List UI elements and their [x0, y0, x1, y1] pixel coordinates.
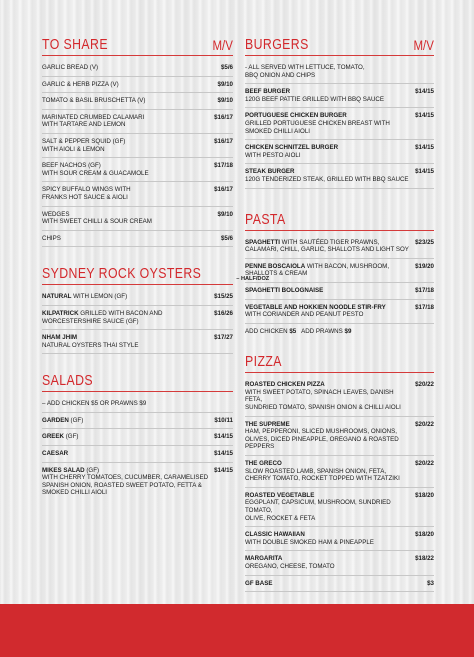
price: $5/6 — [220, 234, 233, 242]
price: $18/20 — [415, 531, 434, 539]
price: $16/17 — [214, 137, 233, 145]
price: $10/11 — [214, 416, 233, 424]
oysters-header — [42, 265, 270, 285]
menu-item: GARLIC BREAD (V) $5/6 — [42, 60, 233, 77]
menu-item: CLASSIC HAWAIIAN WITH DOUBLE SMOKED HAM & PINEAPPLE $18/20 — [245, 527, 434, 551]
burgers-title: BURGERS — [245, 36, 309, 53]
menu-item: CAESAR $14/15 — [42, 446, 233, 463]
price: $16/17 — [214, 186, 233, 194]
price: $14/15 — [214, 450, 233, 458]
pizza-list — [245, 377, 434, 592]
price: $20/22 — [415, 381, 434, 389]
to-share-header — [42, 36, 233, 56]
price: $17/27 — [214, 334, 233, 342]
price: $17/18 — [214, 162, 233, 170]
price: $14/15 — [415, 144, 434, 152]
price: $15/25 — [214, 293, 233, 301]
menu-item: THE GRECO SLOW ROASTED LAMB, SPANISH ONION, FETA, CHERRY TOMATO, ROCKET TOPPED WITH TZATZIKI $20/22 — [245, 456, 434, 488]
menu-item: STEAK BURGER 120G TENDERIZED STEAK, GRILLED WITH BBQ SAUCE $14/15 — [245, 164, 434, 188]
menu-item: CHIPS $5/6 — [42, 231, 233, 248]
to-share-mv: M/V — [212, 37, 233, 53]
menu-item: GREEK (GF) $14/15 — [42, 429, 233, 446]
price: $19/20 — [415, 262, 434, 270]
menu-item: BEEF BURGER 120G BEEF PATTIE GRILLED WITH BBQ SAUCE $14/15 — [245, 84, 434, 108]
menu-item: BEEF NACHOS (GF) WITH SOUR CREAM & GUACAMOLE $17/18 — [42, 158, 233, 182]
menu-item: SPAGHETTI BOLOGNAISE $17/18 — [245, 283, 434, 300]
to-share-list — [42, 60, 233, 247]
price: $20/22 — [415, 420, 434, 428]
oysters-note: – HALF/DOZ — [236, 276, 270, 283]
menu-item: ROASTED CHICKEN PIZZA WITH SWEET POTATO, SPINACH LEAVES, DANISH FETA, SUNDRIED TOMATO, SPANISH ONION & CHILLI AIOLI $20/22 — [245, 377, 434, 416]
burgers-note: - ALL SERVED WITH LETTUCE, TOMATO, BBQ ONION AND CHIPS — [245, 60, 434, 84]
burgers-header — [245, 36, 434, 56]
price: $14/15 — [415, 88, 434, 96]
menu-item: GARDEN (GF) $10/11 — [42, 413, 233, 430]
menu-item: WEDGES WITH SWEET CHILLI & SOUR CREAM $9/10 — [42, 207, 233, 231]
price: $17/18 — [415, 303, 434, 311]
price: $3 — [427, 579, 434, 587]
price: $14/15 — [214, 433, 233, 441]
price: $18/20 — [415, 491, 434, 499]
pizza-title: PIZZA — [245, 353, 282, 371]
price: $23/25 — [415, 238, 434, 246]
menu-item: NATURAL WITH LEMON (GF) $15/25 — [42, 289, 233, 306]
menu-item: MARINATED CRUMBED CALAMARI WITH TARTARE AND LEMON $16/17 — [42, 110, 233, 134]
price: $20/22 — [415, 460, 434, 468]
menu-item: SPAGHETTI WITH SAUTÉED TIGER PRAWNS, CALAMARI, CHILL, GARLIC, SHALLOTS AND LIGHT SOY $23/25 — [245, 235, 434, 259]
burgers-mv: M/V — [413, 37, 434, 53]
right-column — [245, 36, 434, 592]
price: $16/26 — [214, 309, 233, 317]
menu-item: GARLIC & HERB PIZZA (V) $9/10 — [42, 77, 233, 94]
menu-item: PENNE BOSCAIOLA WITH BACON, MUSHROOM, SHALLOTS & CREAM $19/20 — [245, 259, 434, 283]
pasta-list — [245, 235, 434, 340]
price: $9/10 — [217, 80, 233, 88]
menu-item: TOMATO & BASIL BRUSCHETTA (V) $9/10 — [42, 93, 233, 110]
pasta-header — [245, 211, 434, 231]
menu-item: PORTUGUESE CHICKEN BURGER GRILLED PORTUGUESE CHICKEN BREAST WITH SMOKED CHILLI AIOLI $14/15 — [245, 108, 434, 140]
salads-list — [42, 413, 233, 501]
menu-item: NHAM JHIM NATURAL OYSTERS THAI STYLE $17/27 — [42, 330, 233, 354]
price: $5/6 — [220, 64, 233, 71]
price: $18/22 — [415, 555, 434, 563]
oysters-title: SYDNEY ROCK OYSTERS — [42, 265, 202, 283]
pizza-header — [245, 353, 434, 373]
price: $14/15 — [214, 466, 233, 474]
menu-item: GF BASE $3 — [245, 576, 434, 593]
salads-note: – ADD CHICKEN $5 OR PRAWNS $9 — [42, 396, 233, 413]
menu-item: SALT & PEPPER SQUID (GF) WITH AIOLI & LEMON $16/17 — [42, 134, 233, 158]
to-share-title: TO SHARE — [42, 36, 108, 53]
oysters-list — [42, 289, 233, 354]
footer-band — [0, 604, 474, 657]
menu-item: KILPATRICK GRILLED WITH BACON AND WORCESTERSHIRE SAUCE (GF) $16/26 — [42, 306, 233, 330]
menu-item: ROASTED VEGETABLE EGGPLANT, CAPSICUM, MUSHROOM, SUNDRIED TOMATO, OLIVE, ROCKET & FETA $18/20 — [245, 488, 434, 527]
menu-item: SPICY BUFFALO WINGS WITH FRANKS HOT SAUCE & AIOLI $16/17 — [42, 182, 233, 206]
salads-header — [42, 372, 233, 392]
menu-item: MIKES SALAD (GF) WITH CHERRY TOMATOES, CUCUMBER, CARAMELISED SPANISH ONION, ROASTED SWEET POTATO, FETTA & SMOKED CHILLI AIOLI $14/15 — [42, 466, 233, 497]
price: $14/15 — [415, 168, 434, 176]
menu-item: THE SUPREME HAM, PEPPERONI, SLICED MUSHROOMS, ONIONS, OLIVES, DICED PINEAPPLE, OREGANO & ROASTED PEPPERS $20/22 — [245, 417, 434, 456]
menu-item: VEGETABLE AND HOKKIEN NOODLE STIR-FRY WITH CORIANDER AND PEANUT PESTO $17/18 — [245, 300, 434, 324]
price: $16/17 — [214, 113, 233, 121]
price: $14/15 — [415, 112, 434, 120]
salads-title: SALADS — [42, 372, 94, 390]
menu-item: CHICKEN SCHNITZEL BURGER WITH PESTO AIOLI $14/15 — [245, 140, 434, 164]
pasta-addon: ADD CHICKEN $5 ADD PRAWNS $9 — [245, 327, 352, 335]
menu-item: MARGARITA OREGANO, CHEESE, TOMATO $18/22 — [245, 551, 434, 575]
price: $9/10 — [217, 210, 233, 218]
pasta-title: PASTA — [245, 210, 286, 228]
price: $17/18 — [415, 286, 434, 294]
burgers-list — [245, 84, 434, 188]
price: $9/10 — [217, 97, 233, 105]
